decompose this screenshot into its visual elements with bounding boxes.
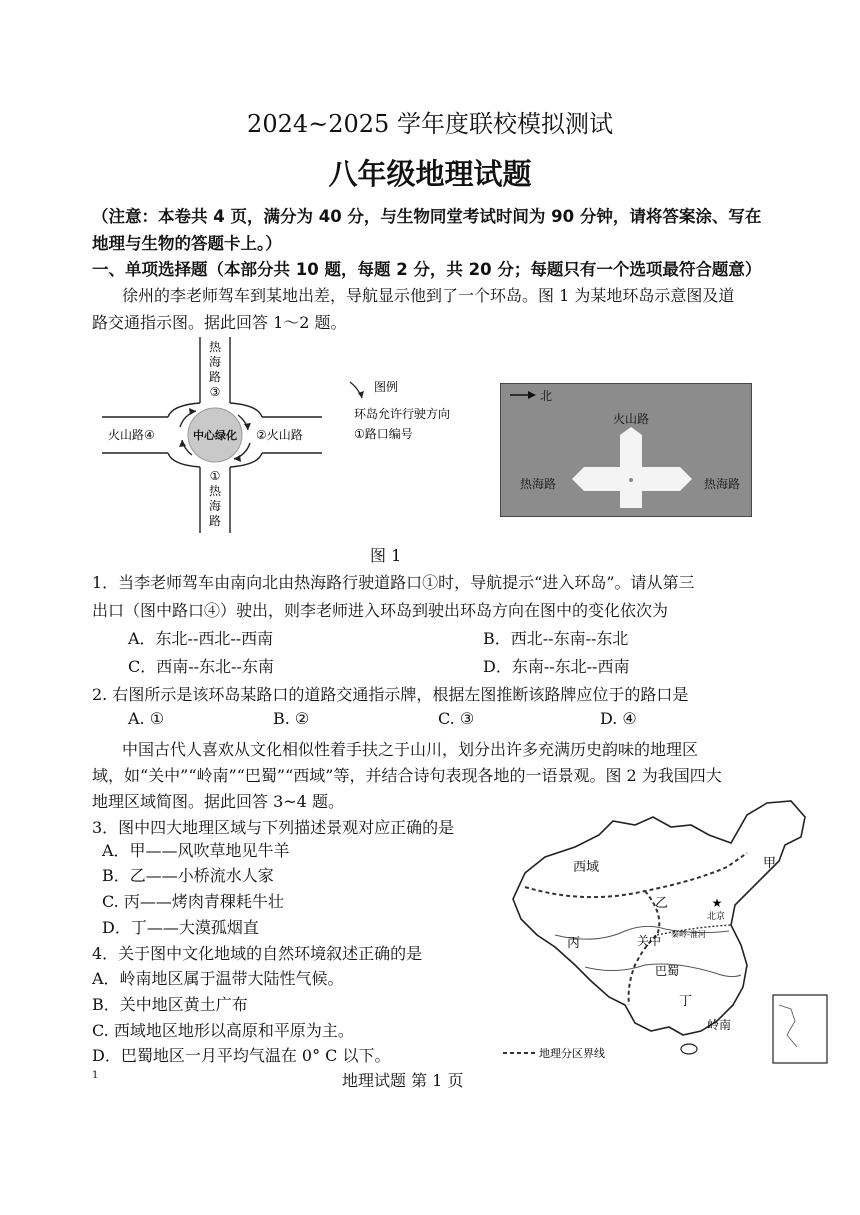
- city-label-beijing: 北京: [707, 912, 726, 922]
- figure1-legend: [346, 378, 496, 448]
- passage2-line-3: 地理区域简图。据此回答 3~4 题。: [92, 792, 344, 811]
- road-label-north: 热: [208, 340, 222, 354]
- traffic-sign: [500, 383, 752, 517]
- center-green-label: 中心绿化: [193, 429, 237, 442]
- legend-title: 图例: [374, 380, 399, 394]
- south-china-sea-inset: [773, 995, 827, 1063]
- sign-north-label: 北: [540, 389, 553, 403]
- q2-option-d: D. ④: [600, 709, 637, 728]
- section-heading: 一、单项选择题（本部分共 10 题，每题 2 分，共 20 分；每题只有一个选项最符合题意）: [92, 260, 762, 279]
- q3-option-b: B．乙——小桥流水人家: [102, 866, 274, 885]
- sign-right-road: 热海路: [703, 477, 741, 491]
- intro-line-1: 徐州的李老师驾车到某地出差，导航显示他到了一个环岛。图 1 为某地环岛示意图及道: [122, 286, 735, 305]
- q3-option-a: A．甲——风吹草地见牛羊: [102, 841, 290, 860]
- q1-line-1: 1．当李老师驾车由南向北由热海路行驶道路口①时，导航提示“进入环岛”。请从第三: [92, 573, 695, 592]
- region-label-bing: 丙: [567, 936, 581, 951]
- legend-arrow-desc: 环岛允许行驶方向: [354, 407, 451, 421]
- beijing-star-icon: ★: [711, 896, 723, 910]
- region-label-yi: 乙: [655, 896, 669, 911]
- road-label-south: 海: [208, 499, 222, 513]
- junction-1-label: ①: [209, 469, 221, 483]
- road-label-west: 火山路④: [108, 428, 155, 442]
- exam-title: 八年级地理试题: [328, 157, 532, 191]
- q4-stem: 4．关于图中文化地域的自然环境叙述正确的是: [92, 944, 423, 963]
- intro-line-2: 路交通指示图。据此回答 1～2 题。: [92, 313, 347, 332]
- sign-top-road: 火山路: [612, 412, 650, 426]
- page-number: 1: [92, 1070, 99, 1081]
- region-label-lingnan: 岭南: [707, 1018, 732, 1032]
- q3-option-c: C. 丙——烤肉青稞耗牛壮: [102, 892, 284, 911]
- q1-option-a: A．东北--西北--西南: [128, 629, 274, 648]
- line-label-qinling: 秦岭-淮河: [671, 930, 706, 939]
- figure2-legend-text: 地理分区界线: [539, 1047, 605, 1060]
- q3-stem: 3．图中四大地理区域与下列描述景观对应正确的是: [92, 818, 455, 837]
- q1-option-c: C．西南--东北--东南: [128, 657, 274, 676]
- q2-option-b: B. ②: [273, 709, 310, 728]
- road-label-south: 路: [208, 514, 222, 528]
- legend-number-desc: ①路口编号: [354, 427, 413, 441]
- road-label-east: ②火山路: [256, 428, 303, 442]
- region-label-xiyu: 西域: [573, 860, 600, 875]
- page-footer: 地理试题 第 1 页: [342, 1071, 464, 1090]
- q2-option-c: C. ③: [438, 709, 475, 728]
- q4-option-b: B．关中地区黄土广布: [92, 995, 248, 1014]
- region-label-guanzhong: 关中: [637, 934, 662, 948]
- passage2-line-1: 中国古代人喜欢从文化相似性着手扶之于山川，划分出许多充满历史韵味的地理区: [122, 740, 699, 759]
- region-label-bashu: 巴蜀: [655, 964, 680, 978]
- q2-line-1: 2. 右图所示是该环岛某路口的道路交通指示牌，根据左图推断该路牌应位于的路口是: [92, 685, 689, 704]
- figure1-caption: 图 1: [370, 546, 402, 565]
- q4-option-d: D．巴蜀地区一月平均气温在 0° C 以下。: [92, 1046, 391, 1065]
- region-boundary-line: [525, 853, 747, 897]
- q1-line-2: 出口（图中路口④）驶出，则李老师进入环岛到驶出环岛方向在图中的变化依次为: [92, 601, 669, 620]
- q4-option-a: A．岭南地区属于温带大陆性气候。: [92, 969, 344, 988]
- region-label-jia: 甲: [763, 856, 777, 871]
- q1-option-d: D．东南--东北--西南: [483, 657, 630, 676]
- road-label-south: 热: [208, 484, 222, 498]
- q3-option-d: D．丁——大漠孤烟直: [102, 918, 259, 937]
- road-label-north: 路: [208, 370, 222, 384]
- exam-year-line: 2024~2025 学年度联校模拟测试: [247, 110, 613, 138]
- exam-note-line-1: （注意：本卷共 4 页，满分为 40 分，与生物同堂考试时间为 90 分钟，请将答案涂、写在: [92, 207, 762, 226]
- exam-note-line-2: 地理与生物的答题卡上。）: [92, 234, 282, 253]
- roundabout-diagram: [100, 335, 330, 535]
- region-label-ding: 丁: [679, 994, 693, 1009]
- q2-option-a: A. ①: [128, 709, 165, 728]
- passage2-line-2: 域，如“关中”“岭南”“巴蜀”“西域”等，并结合诗句表现各地的一语景观。图 2 为我国四大: [92, 766, 722, 785]
- q1-option-b: B．西北--东南--东北: [483, 629, 629, 648]
- junction-3-label: ③: [209, 385, 221, 399]
- hainan-island: [681, 1044, 697, 1054]
- sign-left-road: 热海路: [519, 477, 557, 491]
- q4-option-c: C. 西域地区地形以高原和平原为主。: [92, 1021, 354, 1040]
- road-label-north: 海: [208, 355, 222, 369]
- china-regions-map: [495, 795, 835, 1065]
